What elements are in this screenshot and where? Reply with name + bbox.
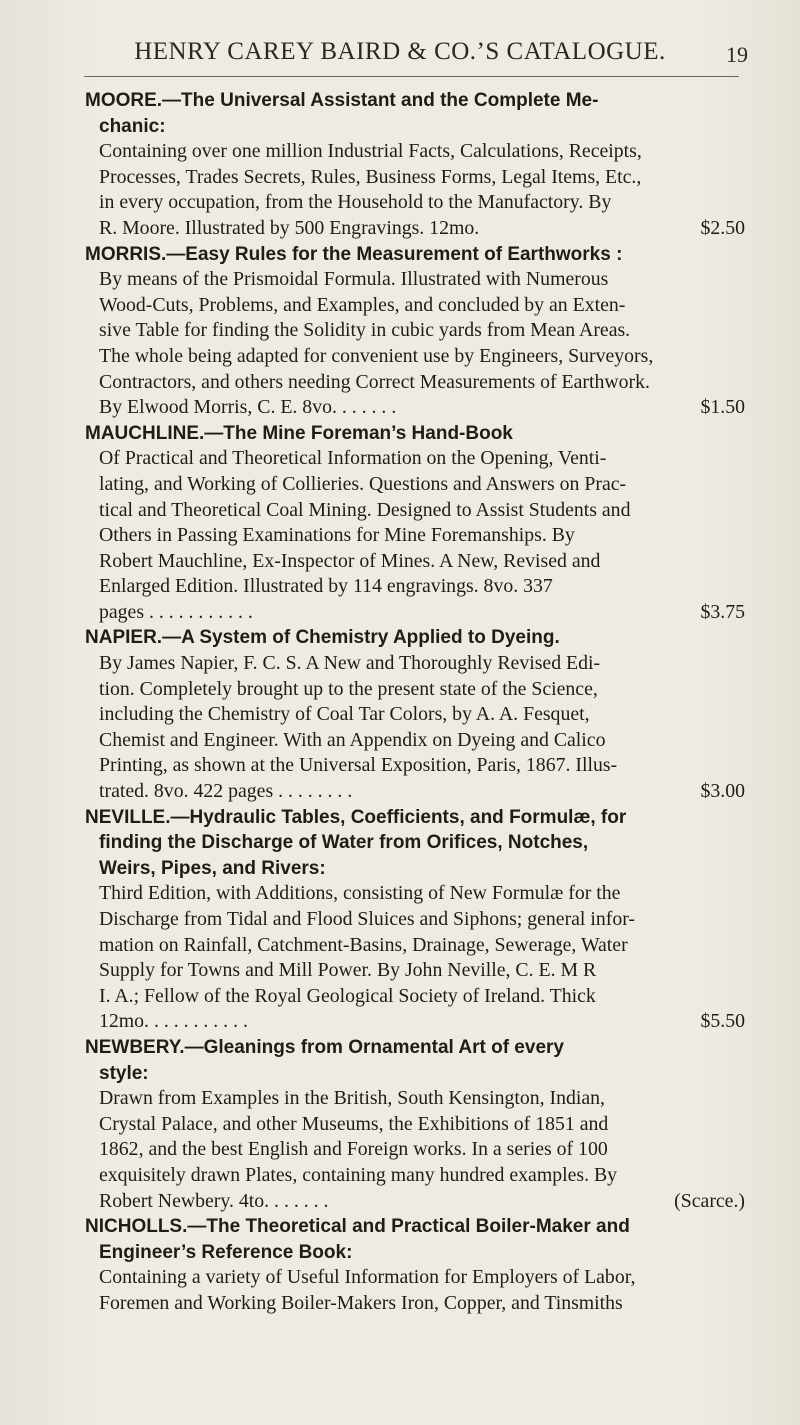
entry-text: Processes, Trades Secrets, Rules, Business Forms, Legal Items, Etc.,	[99, 165, 642, 188]
entry-text: Enlarged Edition. Illustrated by 114 engravings. 8vo. 337	[99, 575, 553, 598]
entry-text: Robert Newbery. 4to. . . . . . .	[99, 1189, 329, 1212]
entry-price-line	[85, 1189, 745, 1215]
entry-text: Robert Mauchline, Ex-Inspector of Mines. A New, Revised and	[99, 549, 601, 572]
entry-nicholls	[85, 1214, 745, 1316]
entry-price-line	[85, 395, 745, 421]
entry-price: $3.75	[700, 600, 745, 623]
entry-text: mation on Rainfall, Catchment-Basins, Drainage, Sewerage, Water	[99, 933, 628, 956]
entry-neville	[85, 805, 745, 1035]
entry-text: pages . . . . . . . . . . .	[99, 600, 253, 623]
page-number: 19	[726, 42, 748, 67]
entry-price: $2.50	[700, 216, 745, 239]
entry-price: (Scarce.)	[674, 1189, 745, 1212]
entry-text: 12mo. . . . . . . . . . .	[99, 1010, 248, 1033]
entry-text: Foremen and Working Boiler-Makers Iron, Copper, and Tinsmiths	[99, 1291, 623, 1314]
entry-heading: MOORE.—The Universal Assistant and the Complete Me-	[85, 90, 599, 111]
entry-text: Crystal Palace, and other Museums, the Exhibitions of 1851 and	[99, 1112, 609, 1135]
entry-text: By James Napier, F. C. S. A New and Thoroughly Revised Edi-	[99, 652, 601, 675]
entry-heading: MAUCHLINE.—The Mine Foreman’s Hand-Book	[85, 422, 513, 444]
header-rule	[84, 76, 739, 77]
entry-text: Supply for Towns and Mill Power. By John Neville, C. E. M R	[99, 959, 597, 982]
entry-text: Drawn from Examples in the British, South Kensington, Indian,	[99, 1087, 606, 1110]
entry-text: tion. Completely brought up to the present state of the Science,	[99, 677, 598, 700]
entry-moore	[85, 88, 745, 242]
entry-heading: NEWBERY.—Gleanings from Ornamental Art of every	[85, 1036, 564, 1058]
entry-price-line	[85, 1009, 745, 1035]
entry-text: By means of the Prismoidal Formula. Illustrated with Numerous	[99, 268, 609, 291]
running-title: HENRY CAREY BAIRD & CO.’S CATALOGUE.	[134, 38, 666, 65]
entry-text: I. A.; Fellow of the Royal Geological Society of Ireland. Thick	[99, 984, 596, 1007]
entry-text: exquisitely drawn Plates, containing many hundred examples. By	[99, 1163, 618, 1186]
entry-mauchline	[85, 421, 745, 626]
entry-text: Of Practical and Theoretical Information on the Opening, Venti-	[99, 447, 607, 470]
entry-price: $3.00	[700, 780, 745, 803]
entry-text: Wood-Cuts, Problems, and Examples, and concluded by an Exten-	[99, 293, 626, 316]
entry-heading: NICHOLLS.—The Theoretical and Practical Boiler-Maker and	[85, 1216, 630, 1238]
entry-text: Contractors, and others needing Correct Measurements of Earthwork.	[99, 370, 650, 393]
page-header	[0, 38, 800, 66]
entry-text: Others in Passing Examinations for Mine Foremanships. By	[99, 524, 575, 547]
entry-morris	[85, 242, 745, 421]
entry-heading-cont: Engineer’s Reference Book:	[99, 1241, 353, 1263]
entry-heading: NAPIER.—A System of Chemistry Applied to Dyeing.	[85, 627, 560, 649]
entry-price: $1.50	[700, 396, 745, 419]
entry-price-line	[85, 600, 745, 626]
entry-text: Chemist and Engineer. With an Appendix on Dyeing and Calico	[99, 728, 606, 751]
entry-text: Third Edition, with Additions, consisting of New Formulæ for the	[99, 882, 621, 905]
entry-napier	[85, 625, 745, 804]
entry-text: 1862, and the best English and Foreign works. In a series of 100	[99, 1138, 608, 1161]
entry-heading-cont: Weirs, Pipes, and Rivers:	[99, 857, 326, 879]
entry-heading: NEVILLE.—Hydraulic Tables, Coefficients, and Formulæ, for	[85, 806, 627, 828]
entry-text: By Elwood Morris, C. E. 8vo. . . . . . .	[99, 396, 397, 419]
entry-heading-cont: finding the Discharge of Water from Orifices, Notches,	[99, 832, 589, 854]
entry-text: Discharge from Tidal and Flood Sluices and Siphons; general infor-	[99, 908, 636, 930]
entry-text: Containing over one million Industrial Facts, Calculations, Receipts,	[99, 140, 642, 163]
entry-text: sive Table for finding the Solidity in cubic yards from Mean Areas.	[99, 319, 631, 342]
entry-text: trated. 8vo. 422 pages . . . . . . . .	[99, 780, 353, 803]
entry-text: R. Moore. Illustrated by 500 Engravings. 12mo.	[99, 216, 480, 239]
entry-heading: MORRIS.—Easy Rules for the Measurement of Earthworks :	[85, 243, 623, 265]
entry-text: including the Chemistry of Coal Tar Colors, by A. A. Fesquet,	[99, 703, 590, 726]
entry-price: $5.50	[700, 1010, 745, 1033]
entry-text: in every occupation, from the Household to the Manufactory. By	[99, 191, 612, 214]
entry-price-line	[85, 216, 745, 242]
entry-text: Printing, as shown at the Universal Exposition, Paris, 1867. Illus-	[99, 754, 618, 777]
entry-price-line	[85, 779, 745, 805]
entry-text: The whole being adapted for convenient use by Engineers, Surveyors,	[99, 344, 654, 367]
entry-heading-cont: chanic:	[99, 115, 166, 137]
entry-text: tical and Theoretical Coal Mining. Designed to Assist Students and	[99, 498, 631, 521]
entry-newbery	[85, 1035, 745, 1214]
entry-text: lating, and Working of Collieries. Questions and Answers on Prac-	[99, 472, 627, 495]
entry-text: Containing a variety of Useful Information for Employers of Labor,	[99, 1266, 636, 1289]
catalogue-entries	[85, 88, 745, 1317]
entry-heading-cont: style:	[99, 1062, 149, 1084]
